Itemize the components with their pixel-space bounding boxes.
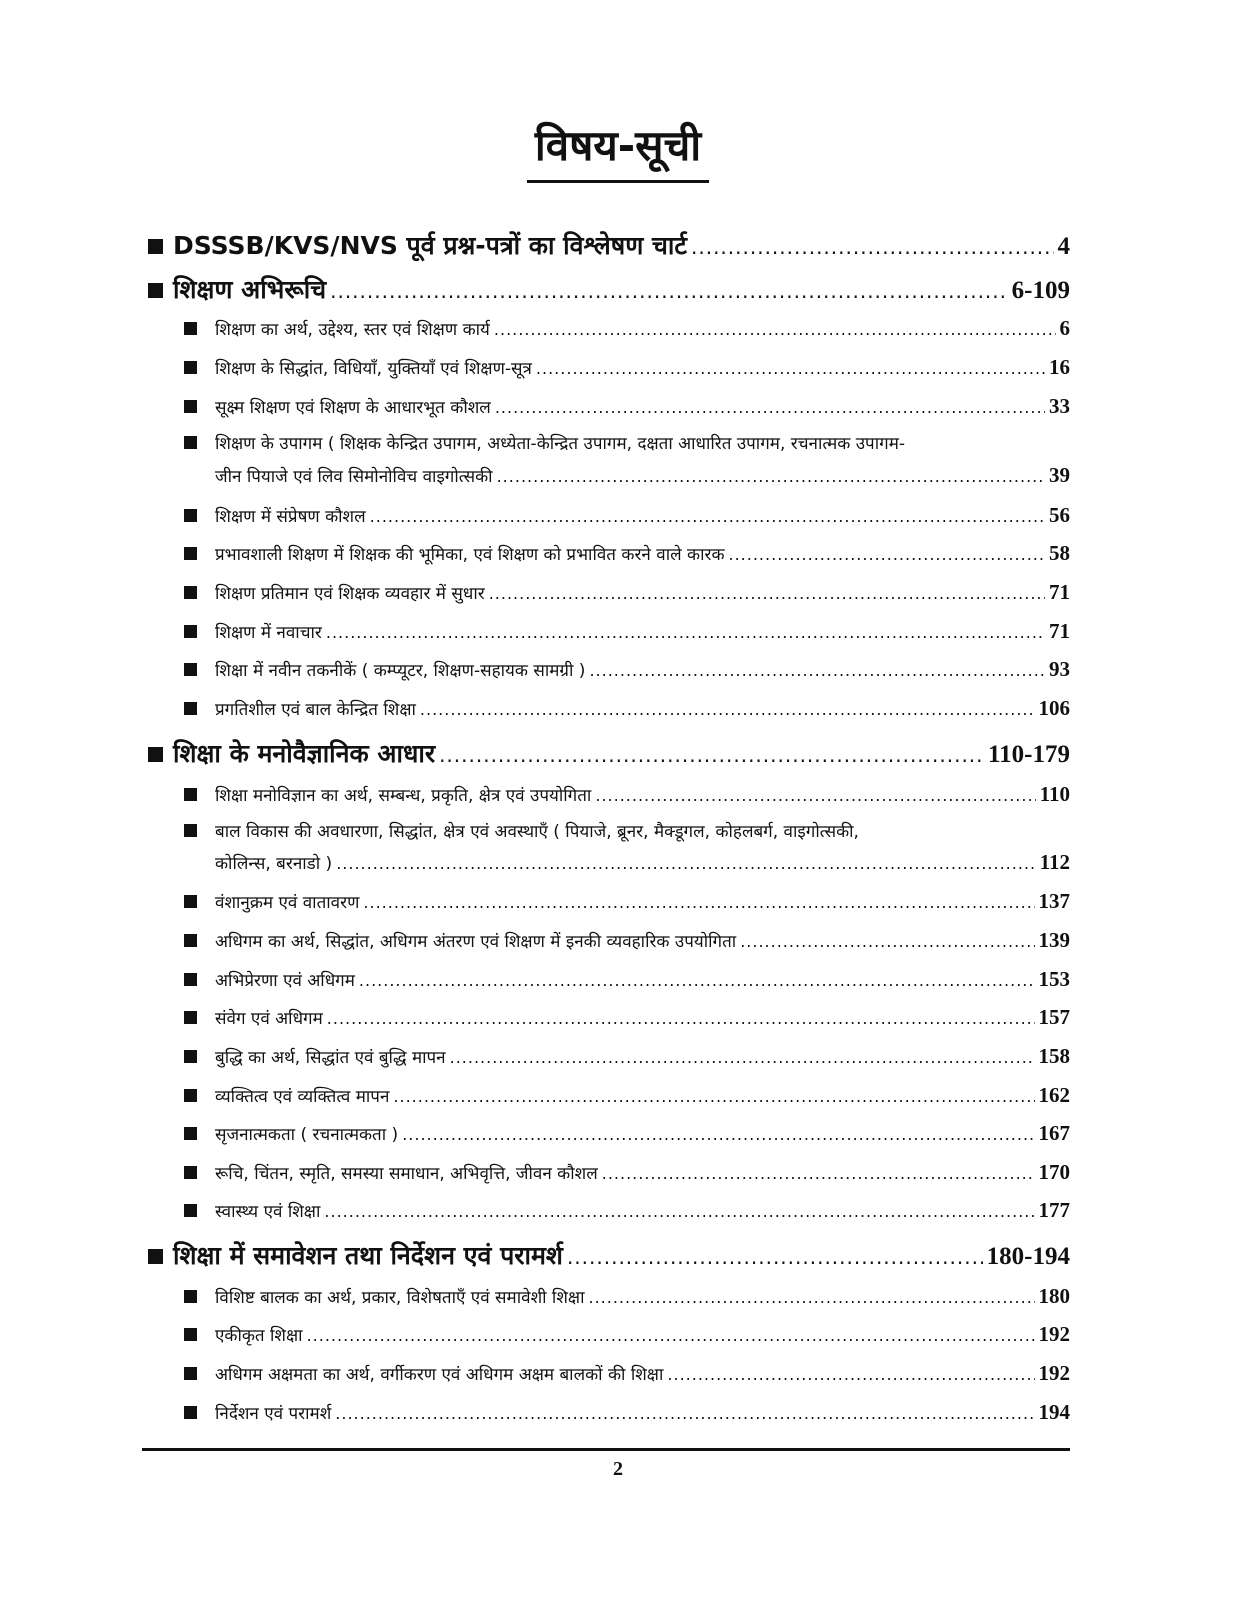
square-bullet-icon [184,322,197,335]
item-page: 180 [1038,1284,1070,1308]
square-bullet-icon [184,586,197,599]
toc-section[interactable] [148,736,1070,770]
item-label: शिक्षण में संप्रेषण कौशल [215,507,366,527]
item-label: शिक्षण का अर्थ, उद्देश्य, स्तर एवं शिक्षण कार्य [215,320,490,340]
leader-dots [450,1048,1035,1067]
square-bullet-icon [184,1166,197,1179]
leader-dots [330,279,1008,303]
leader-dots [595,786,1035,805]
leader-dots [667,1365,1034,1384]
item-page: 110 [1039,782,1070,806]
toc-item[interactable] [184,431,1070,454]
toc-item[interactable] [184,928,1070,953]
toc-item[interactable] [184,819,1070,842]
item-label: शिक्षा मनोविज्ञान का अर्थ, सम्बन्ध, प्रकृति, क्षेत्र एवं उपयोगिता [215,786,592,806]
square-bullet-icon [148,283,163,298]
toc-item[interactable] [184,657,1070,682]
item-page: 71 [1049,619,1070,643]
item-label: प्रगतिशील एवं बाल केन्द्रित शिक्षा [215,700,416,720]
item-page: 6 [1059,316,1070,340]
leader-dots [324,1202,1034,1221]
item-page: 167 [1038,1121,1070,1145]
item-page: 139 [1038,928,1070,952]
item-label: अभिप्रेरणा एवं अधिगम [215,971,355,991]
leader-dots [729,545,1046,564]
square-bullet-icon [184,1406,197,1419]
section-label: शिक्षा में समावेशन तथा निर्देशन एवं परामर्श [173,1241,563,1270]
section-page: 4 [1057,233,1070,260]
toc-item[interactable] [184,1160,1070,1185]
toc-item-continuation[interactable] [215,850,1070,875]
square-bullet-icon [184,663,197,676]
leader-dots [336,854,1035,873]
item-page: 192 [1038,1322,1070,1346]
square-bullet-icon [184,436,197,449]
item-page: 177 [1038,1198,1070,1222]
section-label: DSSSB/KVS/NVS पूर्व प्रश्न-पत्रों का विश्लेषण चार्ट [173,231,687,260]
section-label: शिक्षण अभिरूचि [173,275,327,304]
leader-dots [602,1164,1035,1183]
toc-section[interactable] [148,1238,1070,1272]
square-bullet-icon [184,400,197,413]
square-bullet-icon [184,1050,197,1063]
item-label: वंशानुक्रम एवं वातावरण [215,893,360,913]
footer-divider [142,1448,1070,1451]
item-label: बुद्धि का अर्थ, सिद्धांत एवं बुद्धि मापन [215,1048,446,1068]
item-page: 162 [1038,1083,1070,1107]
item-label: शिक्षण के उपागम ( शिक्षक केन्द्रित उपागम, अध्येता-केन्द्रित उपागम, दक्षता आधारित उपागम, रचनात्मक उपागम- [215,434,905,454]
item-label: विशिष्ट बालक का अर्थ, प्रकार, विशेषताएँ एवं समावेशी शिक्षा [215,1288,585,1308]
item-label: शिक्षा में नवीन तकनीकें ( कम्प्यूटर, शिक्षण-सहायक सामग्री ) [215,661,586,681]
square-bullet-icon [184,788,197,801]
leader-dots [536,359,1045,378]
toc-item[interactable] [184,967,1070,992]
leader-dots [327,1009,1035,1028]
item-label-continued: कोलिन्स, बरनाडो ) [215,854,333,874]
leader-dots [326,623,1045,642]
leader-dots [335,1404,1034,1423]
square-bullet-icon [184,824,197,837]
leader-dots [402,1125,1034,1144]
item-label: शिक्षण में नवाचार [215,623,322,643]
item-label: बाल विकास की अवधारणा, सिद्धांत, क्षेत्र एवं अवस्थाएँ ( पियाजे, ब्रूनर, मैक्डूगल, कोहलबर्ग, वाइगोत्सकी, [215,822,859,842]
square-bullet-icon [184,1290,197,1303]
square-bullet-icon [184,1011,197,1024]
leader-dots [567,1245,983,1269]
toc-section[interactable] [148,272,1070,306]
item-page: 192 [1038,1361,1070,1385]
item-page: 56 [1049,503,1070,527]
item-label: रूचि, चिंतन, स्मृति, समस्या समाधान, अभिवृत्ति, जीवन कौशल [215,1164,598,1184]
item-page: 158 [1038,1044,1070,1068]
leader-dots [307,1326,1035,1345]
leader-dots [691,235,1054,259]
item-label-continued: जीन पियाजे एवं लिव सिमोनोविच वाइगोत्सकी [215,467,493,487]
square-bullet-icon [184,1089,197,1102]
title-wrapper [0,118,1236,183]
item-page: 194 [1038,1400,1070,1424]
item-page: 71 [1049,580,1070,604]
toc-item[interactable] [184,889,1070,914]
item-label: सूक्ष्म शिक्षण एवं शिक्षण के आधारभूत कौशल [215,398,491,418]
leader-dots [589,1288,1035,1307]
item-label: प्रभावशाली शिक्षण में शिक्षक की भूमिका, एवं शिक्षण को प्रभावित करने वाले कारक [215,545,725,565]
toc-item[interactable] [184,394,1070,419]
leader-dots [363,893,1034,912]
toc-section[interactable] [148,228,1070,262]
square-bullet-icon [184,895,197,908]
leader-dots [359,971,1035,990]
item-page: 93 [1049,657,1070,681]
item-page: 16 [1049,355,1070,379]
item-label: संवेग एवं अधिगम [215,1009,323,1029]
leader-dots [495,398,1045,417]
leader-dots [420,700,1035,719]
item-label: स्वास्थ्य एवं शिक्षा [215,1202,321,1222]
toc-item[interactable] [184,619,1070,644]
leader-dots [497,467,1045,486]
square-bullet-icon [148,239,163,254]
square-bullet-icon [148,747,163,762]
section-page: 6-109 [1011,277,1070,304]
toc-item[interactable] [184,1044,1070,1069]
leader-dots [589,661,1045,680]
item-label: निर्देशन एवं परामर्श [215,1404,332,1424]
toc-item[interactable] [184,316,1070,341]
item-page: 112 [1039,850,1070,874]
item-page: 170 [1038,1160,1070,1184]
page-title: विषय-सूची [527,118,709,183]
leader-dots [370,507,1045,526]
page-number: 2 [613,1458,623,1480]
toc-item[interactable] [184,355,1070,380]
leader-dots [494,320,1056,339]
square-bullet-icon [184,1367,197,1380]
square-bullet-icon [148,1249,163,1264]
section-page: 110-179 [988,741,1070,768]
toc-item[interactable] [184,1284,1070,1309]
square-bullet-icon [184,1127,197,1140]
item-label: अधिगम अक्षमता का अर्थ, वर्गीकरण एवं अधिगम अक्षम बालकों की शिक्षा [215,1365,664,1385]
toc-item-continuation[interactable] [215,463,1070,488]
toc-item[interactable] [184,503,1070,528]
square-bullet-icon [184,509,197,522]
leader-dots [393,1087,1034,1106]
square-bullet-icon [184,625,197,638]
section-page: 180-194 [986,1243,1070,1270]
toc-item[interactable] [184,1083,1070,1108]
item-page: 157 [1038,1005,1070,1029]
square-bullet-icon [184,361,197,374]
toc-item[interactable] [184,1400,1070,1425]
toc-item[interactable] [184,782,1070,807]
item-label: अधिगम का अर्थ, सिद्धांत, अधिगम अंतरण एवं शिक्षण में इनकी व्यवहारिक उपयोगिता [215,932,737,952]
item-label: शिक्षण प्रतिमान एवं शिक्षक व्यवहार में सुधार [215,584,485,604]
toc-item[interactable] [184,1121,1070,1146]
square-bullet-icon [184,973,197,986]
square-bullet-icon [184,1204,197,1217]
square-bullet-icon [184,1328,197,1341]
item-page: 33 [1049,394,1070,418]
item-label: सृजनात्मकता ( रचनात्मकता ) [215,1125,399,1145]
item-page: 153 [1038,967,1070,991]
square-bullet-icon [184,547,197,560]
item-label: व्यक्तित्व एवं व्यक्तित्व मापन [215,1087,390,1107]
toc-item[interactable] [184,1198,1070,1223]
item-page: 58 [1049,541,1070,565]
leader-dots [439,743,984,767]
toc-item[interactable] [184,580,1070,605]
item-label: शिक्षण के सिद्धांत, विधियाँ, युक्तियाँ एवं शिक्षण-सूत्र [215,359,532,379]
item-page: 137 [1038,889,1070,913]
toc-item[interactable] [184,1322,1070,1347]
square-bullet-icon [184,934,197,947]
toc-item[interactable] [184,1361,1070,1386]
item-label: एकीकृत शिक्षा [215,1326,303,1346]
toc-item[interactable] [184,1005,1070,1030]
section-label: शिक्षा के मनोवैज्ञानिक आधार [173,739,436,768]
toc-item[interactable] [184,696,1070,721]
leader-dots [740,932,1034,951]
item-page: 39 [1049,463,1070,487]
item-page: 106 [1038,696,1070,720]
square-bullet-icon [184,702,197,715]
leader-dots [489,584,1045,603]
toc-item[interactable] [184,541,1070,566]
